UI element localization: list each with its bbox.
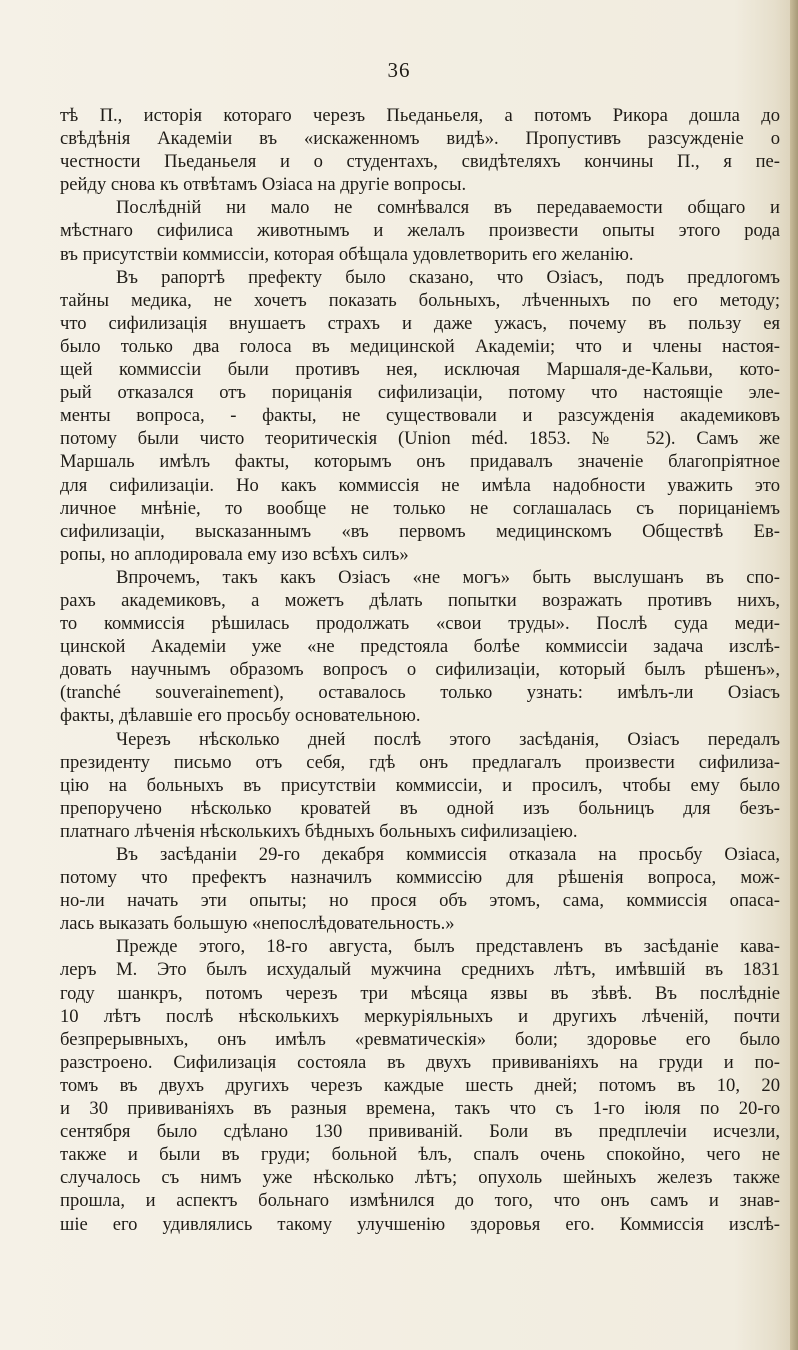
text-line: президенту письмо отъ себя, гдѣ онъ предлагалъ произвести сифилиза- bbox=[60, 751, 780, 773]
text-line: цію на больныхъ въ присутствіи коммиссіи, и просилъ, чтобы ему было bbox=[60, 774, 780, 796]
text-line: Въ рапортѣ префекту было сказано, что Озіасъ, подъ предлогомъ bbox=[116, 266, 780, 288]
text-line: рейду снова къ отвѣтамъ Озіаса на другіе вопросы. bbox=[60, 174, 467, 196]
text-line: щей коммиссіи были противъ нея, исключая Маршаля-де-Кальви, кото- bbox=[60, 359, 780, 381]
text-line: тайны медика, не хочетъ показать больныхъ, лѣченныхъ по его методу; bbox=[60, 289, 780, 311]
text-line: честности Пьеданьеля и о студентахъ, свидѣтеляхъ кончины П., я пе- bbox=[60, 151, 780, 173]
text-line: году шанкръ, потомъ черезъ три мѣсяца язвы въ зѣвѣ. Въ послѣдніе bbox=[60, 982, 780, 1004]
text-line: томъ въ двухъ другихъ черезъ каждые шесть дней; потомъ въ 10, 20 bbox=[60, 1074, 780, 1096]
text-line: мѣстнаго сифилиса животнымъ и желалъ произвести опыты этого рода bbox=[60, 220, 780, 242]
text-line: ропы, но аплодировала ему изо всѣхъ силъ» bbox=[60, 543, 409, 565]
text-line: рый отказался отъ порицанія сифилизаціи, потому что настоящіе эле- bbox=[60, 382, 780, 404]
text-line: препоручено нѣсколько кроватей въ одной изъ больницъ для безъ- bbox=[60, 797, 780, 819]
text-line: рахъ академиковъ, а можетъ дѣлать попытки возражать противъ нихъ, bbox=[60, 589, 780, 611]
text-line: прошла, и аспектъ больнаго измѣнился до того, что онъ самъ и знав- bbox=[60, 1190, 780, 1212]
text-line: личное мнѣніе, то вообще не только не соглашалась съ порицаніемъ bbox=[60, 497, 780, 519]
text-line: Черезъ нѣсколько дней послѣ этого засѣданія, Озіасъ передалъ bbox=[116, 728, 780, 750]
text-line: сентября было сдѣлано 130 прививаній. Боли въ предплечіи исчезли, bbox=[60, 1121, 780, 1143]
text-line: также и были въ груди; больной ѣлъ, спалъ очень спокойно, чего не bbox=[60, 1144, 780, 1166]
text-line: но-ли начать эти опыты; но прося объ этомъ, сама, коммиссія опаса- bbox=[60, 890, 780, 912]
body-text bbox=[60, 104, 780, 1236]
text-line: случалось съ нимъ уже нѣсколько лѣтъ; опухоль шейныхъ железъ также bbox=[60, 1167, 780, 1189]
text-line: что сифилизація внушаетъ страхъ и даже ужасъ, почему въ пользу ея bbox=[60, 312, 780, 334]
text-line: Прежде этого, 18-го августа, былъ представленъ въ засѣданіе кава- bbox=[116, 936, 780, 958]
text-line: тѣ П., исторія котораго черезъ Пьеданьеля, а потомъ Рикора дошла до bbox=[60, 105, 780, 126]
text-line: Послѣдній ни мало не сомнѣвался въ передаваемости общаго и bbox=[116, 197, 780, 219]
text-line: сифилизаціи, высказаннымъ «въ первомъ медицинскомъ Обществѣ Ев- bbox=[60, 520, 780, 542]
text-line: 10 лѣтъ послѣ нѣсколькихъ меркуріяльныхъ и другихъ лѣченій, почти bbox=[60, 1005, 780, 1027]
text-line: въ присутствіи коммиссіи, которая обѣщала удовлетворить его желанію. bbox=[60, 243, 634, 265]
text-line: потому что префектъ назначилъ коммиссію для рѣшенія вопроса, мож- bbox=[60, 867, 780, 889]
text-line: Въ засѣданіи 29-го декабря коммиссія отказала на просьбу Озіаса, bbox=[116, 844, 780, 865]
text-line: свѣдѣнія Академіи въ «искаженномъ видѣ». Пропустивъ разсужденіе о bbox=[60, 128, 780, 150]
text-line: лась выказать большую «непослѣдовательность.» bbox=[60, 913, 455, 935]
text-line: менты вопроса, - факты, не существовали и разсужденія академиковъ bbox=[60, 405, 780, 427]
text-line: то коммиссія рѣшилась продолжать «свои труды». Послѣ суда меди- bbox=[60, 613, 780, 635]
text-line: для сифилизаціи. Но какъ коммиссія не имѣла надобности уважить это bbox=[60, 474, 780, 496]
text-line: леръ М. Это былъ исхудалый мужчина среднихъ лѣтъ, имѣвшій въ 1831 bbox=[60, 959, 780, 981]
text-line: шіе его удивлялись такому улучшенію здоровья его. Коммиссія изслѣ- bbox=[60, 1213, 780, 1235]
text-line: и 30 прививаніяхъ въ разныя времена, такъ что съ 1-го іюля по 20-го bbox=[60, 1098, 780, 1120]
text-line: цинской Академіи уже «не предстояла болѣе коммиссіи задача изслѣ- bbox=[60, 636, 780, 658]
text-line: Впрочемъ, такъ какъ Озіасъ «не могъ» быть выслушанъ въ спо- bbox=[116, 566, 780, 588]
text-line: потому были чисто теоритическія (Union méd. 1853. № 52). Самъ же bbox=[60, 428, 780, 450]
text-line: платнаго лѣченія нѣсколькихъ бѣдныхъ больныхъ сифилизаціею. bbox=[60, 820, 578, 842]
text-line: безпрерывныхъ, онъ имѣлъ «ревматическія» боли; здоровье его было bbox=[60, 1028, 780, 1050]
text-line: факты, дѣлавшіе его просьбу основательною. bbox=[60, 705, 421, 727]
text-line: довать научнымъ образомъ вопросъ о сифилизаціи, который былъ рѣшенъ», bbox=[60, 659, 780, 681]
page-number: 36 bbox=[387, 58, 411, 82]
text-line: было только два голоса въ медицинской Академіи; что и члены настоя- bbox=[60, 335, 780, 357]
text-line: разстроено. Сифилизація состояла въ двухъ прививаніяхъ на груди и по- bbox=[60, 1051, 780, 1073]
text-line: (tranché souverainement), оставалось только узнать: имѣлъ-ли Озіасъ bbox=[60, 682, 780, 704]
text-line: Маршаль имѣлъ факты, которымъ онъ придавалъ значеніе благопріятное bbox=[60, 451, 780, 473]
page-edge bbox=[790, 0, 798, 1350]
